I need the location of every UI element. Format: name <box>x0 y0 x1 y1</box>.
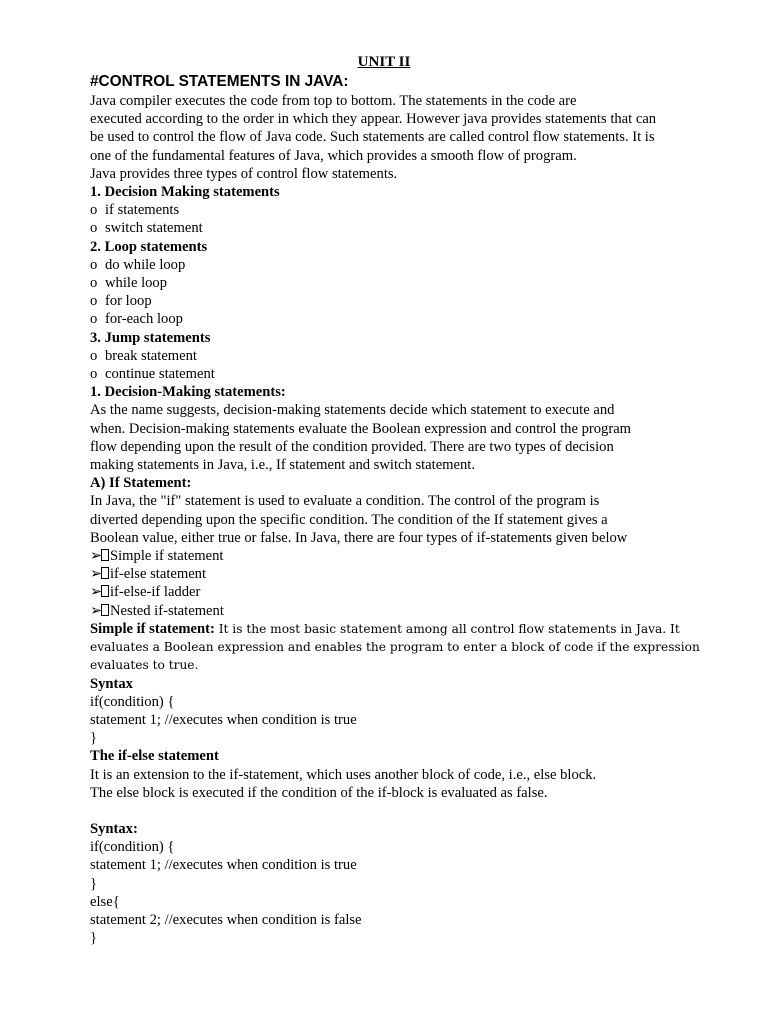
if-else-line: It is an extension to the if-statement, which uses another block of code, i.e., else block. <box>90 766 597 783</box>
if-kind-item <box>90 547 690 565</box>
list-item <box>90 201 690 219</box>
if-kind-label: if-else statement <box>110 566 207 583</box>
bullet-marker: o <box>90 275 98 292</box>
section-heading: #CONTROL STATEMENTS IN JAVA: <box>90 73 349 90</box>
bullet-marker: o <box>90 347 98 364</box>
code-line: if(condition) { <box>90 693 175 710</box>
if-kind-item <box>90 602 690 620</box>
code-line: } <box>90 930 98 947</box>
bullet-marker: o <box>90 293 98 310</box>
unit-title: UNIT II <box>357 54 411 70</box>
code-line: statement 1; //executes when condition is true <box>90 711 357 728</box>
list-item <box>90 347 690 365</box>
list-item <box>90 365 690 383</box>
if-kind-label: if-else-if ladder <box>110 584 201 601</box>
missing-glyph-icon <box>101 585 109 597</box>
types-heading-decision: 1. Decision Making statements <box>90 184 280 201</box>
if-kind-label: Simple if statement <box>110 548 224 565</box>
list-item <box>90 292 690 310</box>
paragraph-gap <box>90 802 690 820</box>
simple-if-label: Simple if statement: <box>90 620 215 637</box>
intro-line: Java provides three types of control flow statements. <box>90 165 398 182</box>
simple-if-line: evaluates a Boolean expression and enables the program to enter a block of code if the expression <box>90 640 700 655</box>
missing-glyph-icon <box>101 549 109 561</box>
bullet-marker: o <box>90 202 98 219</box>
document-page <box>90 52 700 947</box>
list-item-label: switch statement <box>105 220 203 237</box>
syntax-label: Syntax: <box>90 820 138 837</box>
code-line: statement 1; //executes when condition is true <box>90 857 357 874</box>
bullet-marker: o <box>90 311 98 328</box>
decision-line: when. Decision-making statements evaluate the Boolean expression and control the program <box>90 420 632 437</box>
decision-heading: 1. Decision-Making statements: <box>90 384 286 401</box>
types-heading-jump: 3. Jump statements <box>90 329 211 346</box>
missing-glyph-icon <box>101 567 109 579</box>
if-statement-line: diverted depending upon the specific condition. The condition of the If statement gives a <box>90 511 608 528</box>
if-statement-line: Boolean value, either true or false. In Java, there are four types of if-statements given below <box>90 529 628 546</box>
simple-if-line: evaluates to true. <box>90 658 199 673</box>
bullet-marker: o <box>90 220 98 237</box>
code-line: } <box>90 875 98 892</box>
if-else-heading: The if-else statement <box>90 748 219 765</box>
list-item-label: break statement <box>105 347 197 364</box>
arrow-bullet-icon: ➢ <box>90 602 103 619</box>
if-statement-line: In Java, the "if" statement is used to evaluate a condition. The control of the program is <box>90 493 600 510</box>
intro-line: executed according to the order in which they appear. However java provides statements that can <box>90 111 657 128</box>
missing-glyph-icon <box>101 604 109 616</box>
list-item-label: do while loop <box>105 256 186 273</box>
intro-line: Java compiler executes the code from top to bottom. The statements in the code are <box>90 93 577 109</box>
if-kind-item <box>90 583 690 601</box>
code-line: } <box>90 730 98 747</box>
arrow-bullet-icon: ➢ <box>90 584 103 601</box>
code-line: statement 2; //executes when condition is false <box>90 911 362 928</box>
arrow-bullet-icon: ➢ <box>90 566 103 583</box>
list-item <box>90 274 690 292</box>
if-else-line: The else block is executed if the condition of the if-block is evaluated as false. <box>90 784 548 801</box>
syntax-label: Syntax <box>90 675 133 692</box>
bullet-marker: o <box>90 256 98 273</box>
list-item-label: if statements <box>105 202 180 219</box>
list-item <box>90 256 690 274</box>
intro-line: one of the fundamental features of Java, which provides a smooth flow of program. <box>90 147 577 164</box>
intro-line: be used to control the flow of Java code. Such statements are called control flow statements. It is <box>90 129 655 146</box>
list-item-label: continue statement <box>105 366 215 383</box>
if-kind-item <box>90 565 690 583</box>
if-kind-label: Nested if-statement <box>110 602 224 619</box>
list-item-label: for loop <box>105 293 152 310</box>
code-line: if(condition) { <box>90 839 175 856</box>
decision-line: making statements in Java, i.e., If statement and switch statement. <box>90 457 476 474</box>
types-heading-loop: 2. Loop statements <box>90 238 208 255</box>
bullet-marker: o <box>90 366 98 383</box>
list-item <box>90 310 690 328</box>
list-item <box>90 219 690 237</box>
simple-if-paragraph <box>90 620 690 638</box>
code-line: else{ <box>90 893 120 910</box>
decision-line: flow depending upon the result of the condition provided. There are two types of decision <box>90 438 614 455</box>
list-item-label: for-each loop <box>105 311 183 328</box>
decision-line: As the name suggests, decision-making statements decide which statement to execute and <box>90 402 615 419</box>
arrow-bullet-icon: ➢ <box>90 548 103 565</box>
list-item-label: while loop <box>105 275 168 292</box>
if-statement-heading: A) If Statement: <box>90 475 192 492</box>
simple-if-line: It is the most basic statement among all control flow statements in Java. It <box>214 621 680 636</box>
